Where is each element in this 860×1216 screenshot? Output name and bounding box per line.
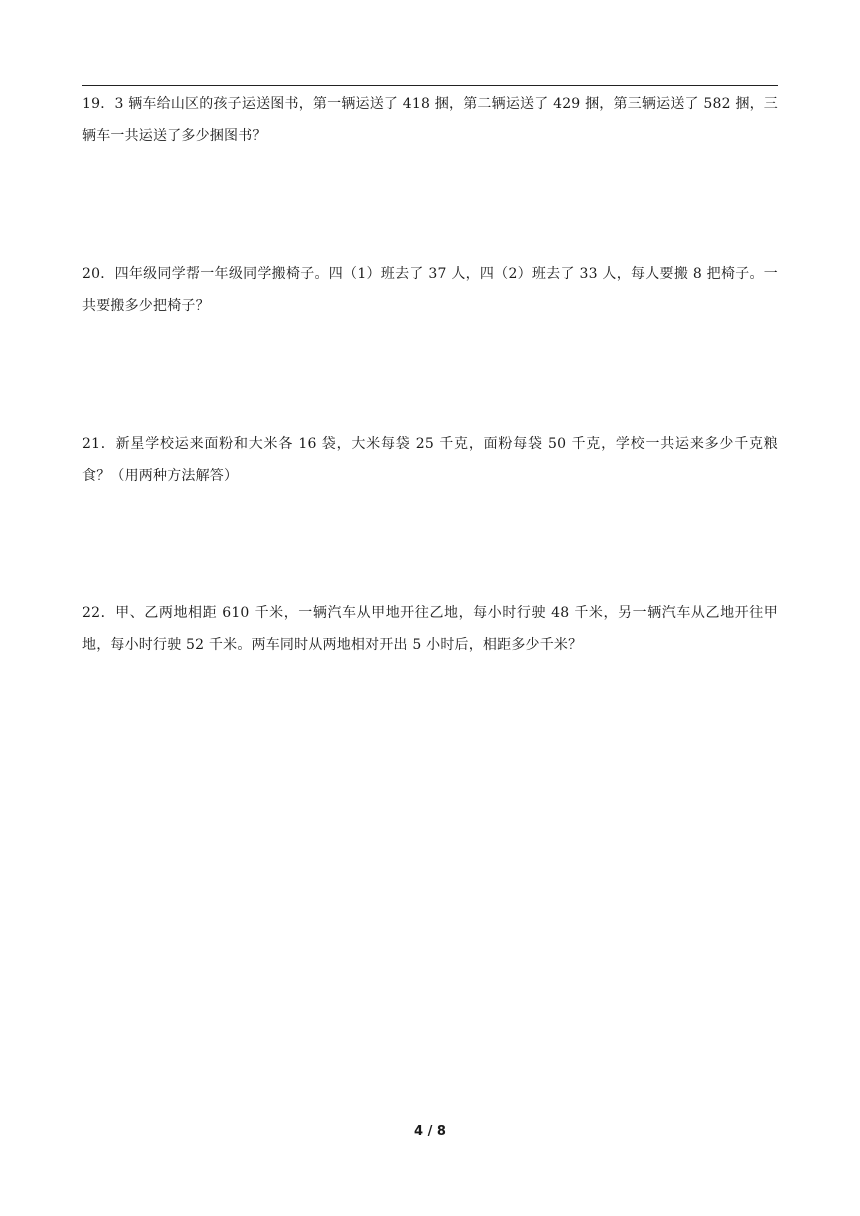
question-20-number: 20． <box>82 266 115 282</box>
question-19-number: 19． <box>82 96 115 112</box>
question-22-text: 甲、乙两地相距 610 千米，一辆汽车从甲地开往乙地，每小时行驶 48 千米，另一辆汽车从乙地开往甲地，每小时行驶 52 千米。两车同时从两地相对开出 5 小时后，相距多少千米？ <box>82 605 778 653</box>
question-19-text: 3 辆车给山区的孩子运送图书，第一辆运送了 418 捆，第二辆运送了 429 捆，第三辆运送了 582 捆，三辆车一共运送了多少捆图书？ <box>82 96 778 144</box>
question-22 <box>82 597 778 661</box>
question-20-text: 四年级同学帮一年级同学搬椅子。四（1）班去了 37 人，四（2）班去了 33 人，每人要搬 8 把椅子。一共要搬多少把椅子？ <box>82 266 778 314</box>
question-21 <box>82 428 778 492</box>
question-22-number: 22． <box>82 605 116 621</box>
question-19 <box>82 88 778 152</box>
page-number: 4 / 8 <box>414 1124 446 1139</box>
question-21-number: 21． <box>82 436 116 452</box>
header-divider <box>82 85 778 86</box>
question-20 <box>82 258 778 322</box>
question-21-text: 新星学校运来面粉和大米各 16 袋，大米每袋 25 千克，面粉每袋 50 千克，学校一共运来多少千克粮食？（用两种方法解答） <box>82 436 779 484</box>
